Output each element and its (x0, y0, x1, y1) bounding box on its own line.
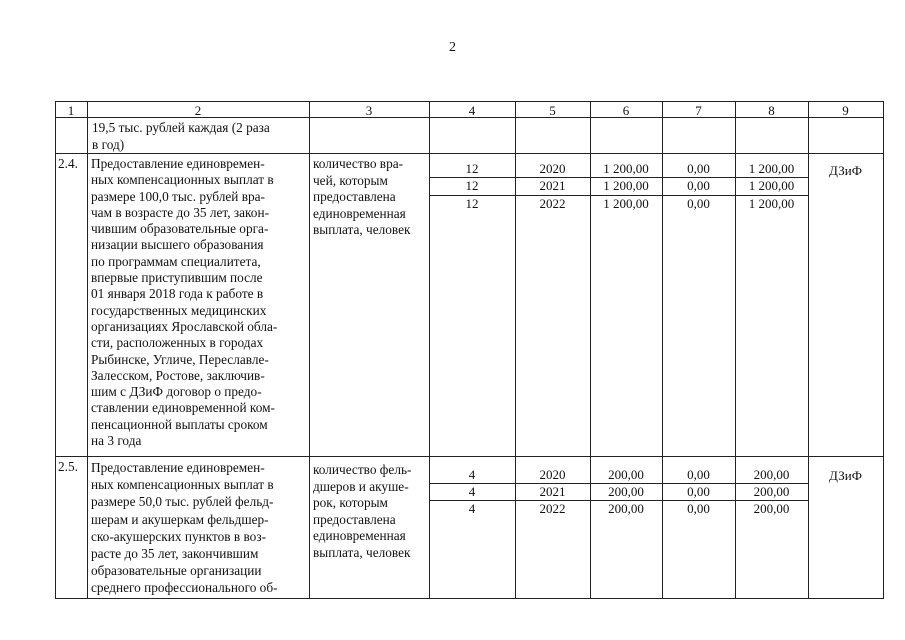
text-line: Рыбинске, Угличе, Переславле- (91, 351, 269, 367)
text-line: рок, которым (313, 495, 388, 510)
header-col-7: 7 (695, 103, 702, 118)
row-2-4-bottom-line (55, 456, 884, 457)
text-line: ско-акушерских пунктов в воз- (91, 528, 266, 544)
text-line: сти, расположенных в городах (91, 335, 264, 351)
col-line (55, 101, 56, 599)
text-line: количество фель- (313, 462, 412, 477)
cell-col4: 4 (468, 467, 476, 482)
text-line: чам в возрасте до 35 лет, закон- (91, 204, 269, 220)
text-line: размере 50,0 тыс. рублей фельд- (91, 494, 274, 510)
cell-year: 2020 (539, 467, 566, 482)
cell-col6: 1 200,00 (603, 196, 649, 211)
table-border-top (55, 101, 884, 102)
text-line: чей, которым (313, 172, 388, 188)
text-line: выплата, человек (313, 544, 411, 560)
row-indicator (313, 462, 427, 561)
header-col-6: 6 (622, 103, 630, 118)
page-number: 2 (449, 40, 456, 55)
cell-col6: 200,00 (608, 484, 644, 499)
text-line: 01 января 2018 года к работе в (91, 286, 264, 302)
cell-col6: 200,00 (608, 467, 644, 482)
cell-col8: 200,00 (753, 484, 790, 499)
text-line: ных компенсационных выплат в (91, 477, 274, 493)
text-line: государственных медицинских (91, 302, 267, 318)
text-line: дшеров и акуше- (313, 478, 409, 494)
text-line: выплата, человек (313, 222, 411, 237)
text-line: по программам специалитета, (91, 253, 261, 269)
cell-year: 2021 (539, 484, 566, 499)
carry-over-text (92, 120, 307, 153)
cell-year: 2020 (539, 161, 566, 176)
header-col-2: 2 (194, 103, 202, 118)
text-line: образовательные организации (91, 563, 262, 579)
cell-col7: 0,00 (687, 484, 710, 499)
cell-col8: 1 200,00 (748, 161, 795, 176)
header-col-1: 1 (67, 103, 75, 118)
header-col-3: 3 (365, 103, 373, 118)
header-col-8: 8 (768, 103, 775, 118)
text-line: предоставлена (313, 511, 396, 527)
cell-executor: ДЗиФ (829, 468, 862, 483)
col-line (883, 101, 884, 599)
header-col-4: 4 (468, 103, 476, 118)
cell-col8: 200,00 (753, 501, 790, 516)
text-line: впервые приступившим после (91, 270, 263, 286)
cell-col7: 0,00 (687, 501, 710, 516)
cell-col7: 0,00 (687, 467, 710, 482)
text-line: организациях Ярославской обла- (91, 318, 278, 334)
text-line: ставлении единовременной ком- (91, 400, 275, 416)
text-line: шим с ДЗиФ договор о предо- (91, 384, 262, 400)
row-number: 2.4. (58, 156, 78, 171)
text-line: среднего профессионального об- (91, 580, 278, 596)
text-line: низации высшего образования (91, 237, 264, 253)
col-line (309, 101, 310, 599)
cell-col8: 1 200,00 (748, 196, 795, 211)
cell-col8: 1 200,00 (748, 178, 795, 193)
text-line: Предоставление единовремен- (91, 460, 265, 475)
text-line: размере 100,0 тыс. рублей вра- (91, 188, 265, 204)
row-description (91, 459, 307, 597)
text-line: количество вра- (313, 156, 404, 171)
table-border-bottom (55, 598, 884, 599)
cell-col7: 0,00 (687, 196, 710, 211)
cell-col6: 1 200,00 (603, 161, 649, 176)
text-line: единовременная (313, 528, 406, 543)
cell-col6: 1 200,00 (603, 178, 649, 193)
cell-col4: 12 (465, 161, 479, 176)
col-line (87, 101, 88, 599)
text-line: пенсационной выплаты сроком (91, 416, 268, 432)
cell-col7: 0,00 (687, 178, 710, 193)
text-line: на 3 года (91, 433, 142, 449)
cell-year: 2022 (539, 501, 566, 516)
cell-year: 2022 (539, 196, 566, 211)
cell-col4: 12 (465, 196, 479, 211)
text-line: Залесском, Ростове, заключив- (91, 367, 265, 383)
text-line: расте до 35 лет, закончившим (91, 546, 259, 562)
cell-executor: ДЗиФ (829, 163, 862, 178)
cell-col8: 200,00 (753, 467, 790, 482)
row-number: 2.5. (58, 459, 78, 474)
text-line: в год) (92, 136, 125, 152)
text-line: шерам и акушеркам фельдшер- (91, 511, 269, 527)
text-line: Предоставление единовремен- (91, 156, 265, 171)
text-line: 19,5 тыс. рублей каждая (2 раза (92, 120, 270, 135)
header-col-5: 5 (549, 103, 556, 118)
row-indicator (313, 156, 427, 239)
cell-col4: 4 (468, 501, 476, 516)
carry-over-bottom-line (55, 153, 884, 154)
header-col-9: 9 (842, 103, 849, 118)
cell-year: 2021 (539, 178, 566, 193)
text-line: чившим образовательные орга- (91, 221, 269, 237)
text-line: ных компенсационных выплат в (91, 172, 274, 188)
text-line: единовременная (313, 205, 406, 221)
cell-col7: 0,00 (687, 161, 710, 176)
text-line: предоставлена (313, 189, 396, 204)
row-description (91, 156, 307, 449)
cell-col4: 12 (465, 178, 479, 193)
cell-col6: 200,00 (608, 501, 644, 516)
cell-col4: 4 (468, 484, 476, 499)
